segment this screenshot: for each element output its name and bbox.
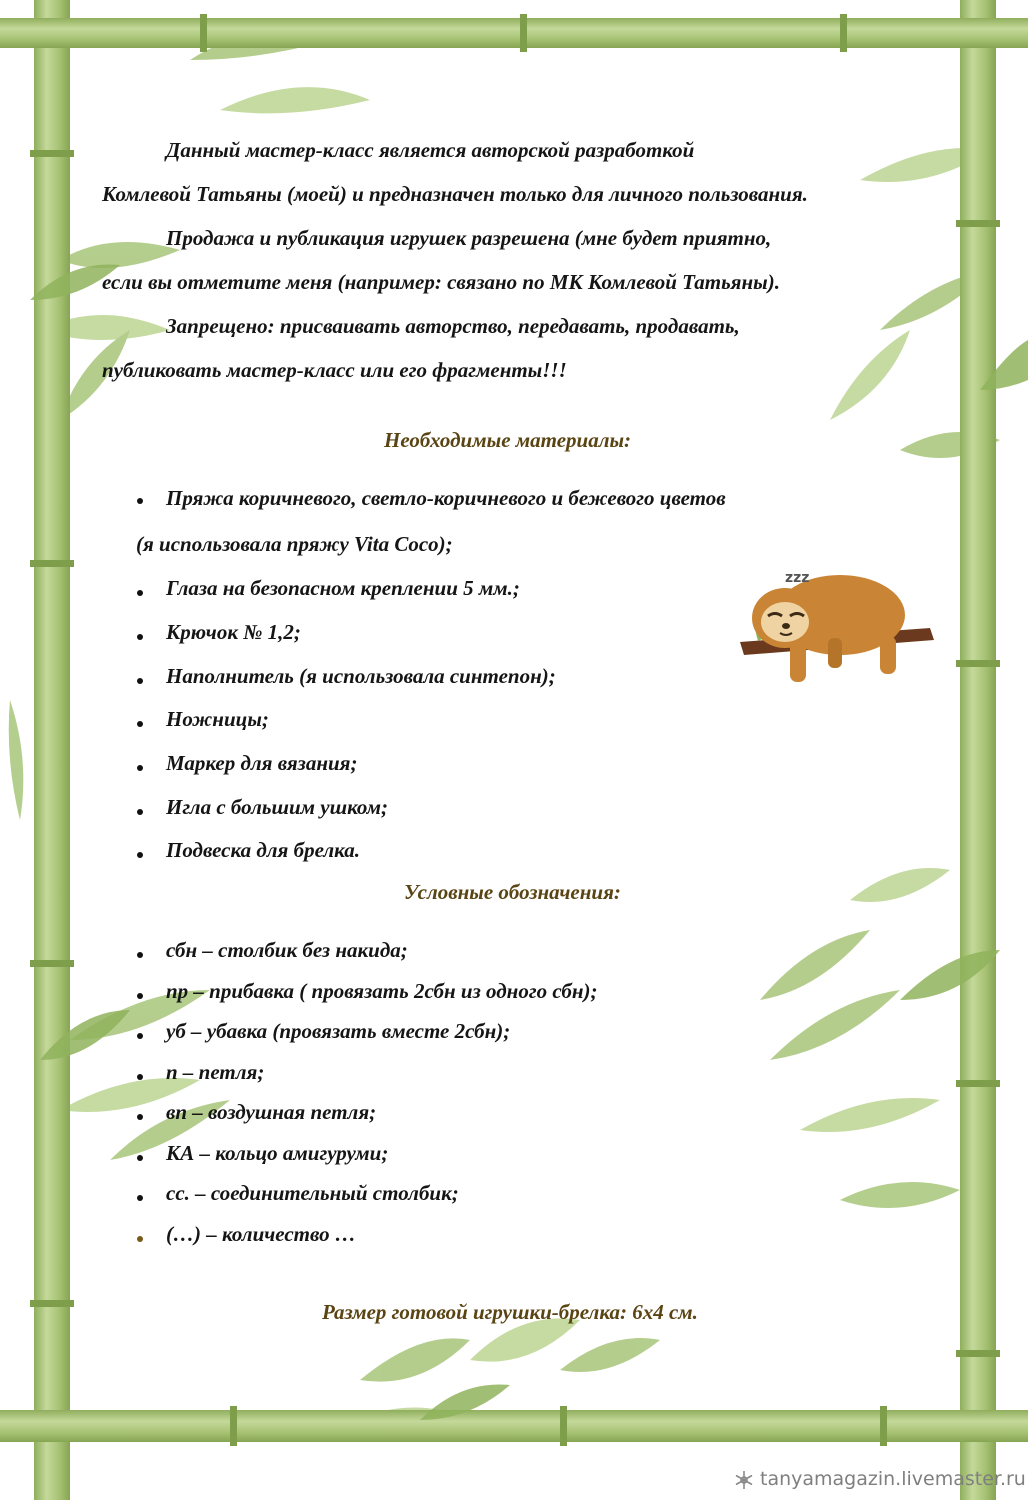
intro-line-6: публиковать мастер-класс или его фрагменты!!! (102, 358, 567, 382)
bullet (137, 678, 143, 684)
watermark: tanyamagazin.livemaster.ru (760, 1468, 1026, 1490)
intro-line-1: Данный мастер-класс является авторской разработкой (166, 138, 695, 162)
intro-line-4: если вы отметите меня (например: связано по МК Комлевой Татьяны). (102, 270, 780, 294)
legend-item-3: уб – убавка (провязать вместе 2сбн); (166, 1019, 511, 1043)
legend-item-4: п – петля; (166, 1060, 265, 1084)
bullet (137, 809, 143, 815)
materials-item-8: Подвеска для брелка. (166, 838, 361, 862)
intro-line-5: Запрещено: присваивать авторство, передавать, продавать, (166, 314, 740, 338)
materials-item-6: Маркер для вязания; (166, 751, 358, 775)
legend-item-8: (…) – количество … (166, 1222, 356, 1246)
bullet (137, 1155, 143, 1161)
intro-line-2: Комлевой Татьяны (моей) и предназначен только для личного пользования. (102, 182, 808, 206)
size-note: Размер готовой игрушки-брелка: 6х4 см. (322, 1300, 698, 1324)
sloth-zzz: zzz (785, 570, 810, 586)
materials-item-1: Пряжа коричневого, светло-коричневого и бежевого цветов (166, 486, 726, 510)
bullet (137, 634, 143, 640)
bullet (137, 765, 143, 771)
materials-item-4: Наполнитель (я использовала синтепон); (166, 664, 556, 688)
legend-item-1: сбн – столбик без накида; (166, 938, 408, 962)
bullet (137, 1114, 143, 1120)
bullet (137, 952, 143, 958)
materials-item-1-continuation: (я использовала пряжу Vita Coco); (136, 532, 453, 556)
materials-item-5: Ножницы; (166, 707, 269, 731)
bullet (137, 1033, 143, 1039)
bullet (137, 1074, 143, 1080)
intro-line-3: Продажа и публикация игрушек разрешена (мне будет приятно, (166, 226, 772, 250)
bullet (137, 993, 143, 999)
bullet (137, 852, 143, 858)
bullet (137, 590, 143, 596)
materials-heading: Необходимые материалы: (384, 428, 632, 452)
materials-item-2: Глаза на безопасном креплении 5 мм.; (166, 576, 520, 600)
legend-item-5: вп – воздушная петля; (166, 1100, 377, 1124)
bullet (137, 498, 143, 504)
legend-item-7: сс. – соединительный столбик; (166, 1181, 459, 1205)
snowflake-icon (734, 1470, 754, 1490)
materials-item-7: Игла с большим ушком; (166, 795, 389, 819)
bullet (137, 721, 143, 727)
bullet (137, 1195, 143, 1201)
legend-item-6: КА – кольцо амигуруми; (166, 1141, 389, 1165)
legend-heading: Условные обозначения: (404, 880, 621, 904)
bullet (137, 1236, 143, 1242)
legend-item-2: пр – прибавка ( провязать 2сбн из одного сбн); (166, 979, 598, 1003)
materials-item-3: Крючок № 1,2; (166, 620, 301, 644)
